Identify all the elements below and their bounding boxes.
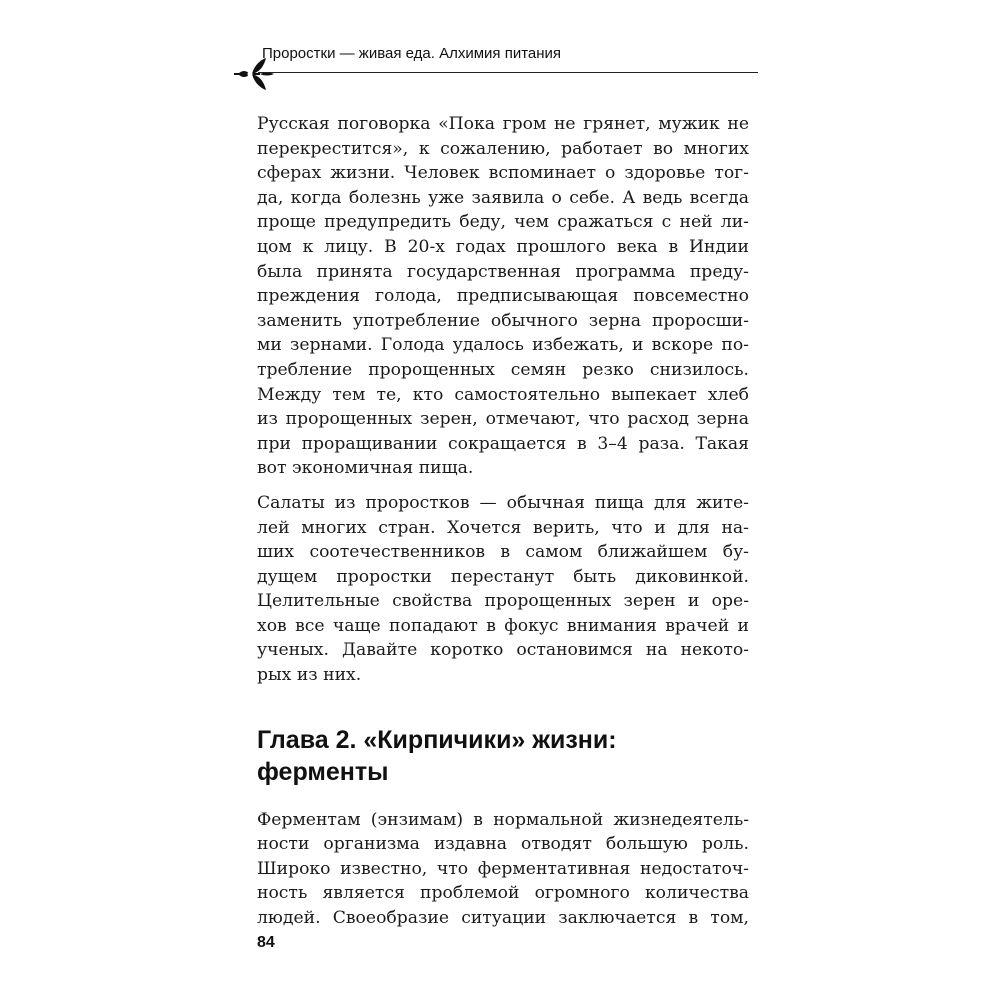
text-line: рых из них. xyxy=(257,665,362,686)
chapter-heading xyxy=(257,724,749,788)
page-body xyxy=(257,112,749,931)
text-line: лей многих стран. Хочется верить, что и для на- xyxy=(257,517,749,538)
paragraph-1 xyxy=(257,112,749,481)
text-line: людей. Своеобразие ситуации заключается в том, xyxy=(257,908,749,929)
text-line: была принята государственная программа преду- xyxy=(257,261,749,282)
paragraph-2 xyxy=(257,491,749,688)
text-line: перекрестится», к сожалению, работает во многих xyxy=(257,138,749,159)
text-line: ших соотечественников в самом ближайшем бу- xyxy=(257,542,749,563)
running-header xyxy=(230,40,770,100)
text-line: ученых. Давайте коротко остановимся на некото- xyxy=(257,640,749,661)
paragraph-3 xyxy=(257,808,749,931)
text-line: сферах жизни. Человек вспоминает о здоровье тог- xyxy=(257,163,749,184)
text-line: ность является проблемой огромного количества xyxy=(257,883,749,904)
text-line: цом к лицу. В 20-х годах прошлого века в Индии xyxy=(257,236,749,257)
text-line: да, когда болезнь уже заявила о себе. А ведь всегда xyxy=(257,187,749,208)
running-title: Проростки — живая еда. Алхимия питания xyxy=(262,45,562,62)
text-line: заменить употребление обычного зерна проросши- xyxy=(257,310,749,331)
text-line: Широко известно, что ферментативная недостаточ- xyxy=(257,858,749,879)
text-line: Ферментам (энзимам) в нормальной жизнедеятель- xyxy=(257,809,749,830)
text-line: Салаты из проростков — обычная пища для жите- xyxy=(257,492,749,513)
page-number: 84 xyxy=(257,934,275,951)
text-line: преждения голода, предписывающая повсеместно xyxy=(257,286,749,307)
text-line: хов все чаще попадают в фокус внимания врачей и xyxy=(257,615,749,636)
text-line: вот экономичная пища. xyxy=(257,458,474,479)
text-line: Целительные свойства пророщенных зерен и оре- xyxy=(257,591,749,612)
heading-line: Глава 2. «Кирпичики» жизни: xyxy=(257,725,617,754)
text-line: при проращивании сокращается в 3–4 раза. Такая xyxy=(257,433,749,454)
text-line: проще предупредить беду, чем сражаться с ней ли- xyxy=(257,212,749,233)
header-rule xyxy=(258,72,758,73)
heading-line: ферменты xyxy=(257,757,389,786)
text-line: из пророщенных зерен, отмечают, что расход зерна xyxy=(257,409,749,430)
text-line: ности организма издавна отводят большую роль. xyxy=(257,834,749,855)
text-line: Между тем те, кто самостоятельно выпекает хлеб xyxy=(257,384,749,405)
text-line: требление пророщенных семян резко снизилось. xyxy=(257,359,749,380)
text-line: Русская поговорка «Пока гром не грянет, мужик не xyxy=(257,114,749,134)
text-line: дущем проростки перестанут быть диковинкой. xyxy=(257,566,749,587)
text-line: ми зернами. Голода удалось избежать, и вскоре по- xyxy=(257,335,749,356)
